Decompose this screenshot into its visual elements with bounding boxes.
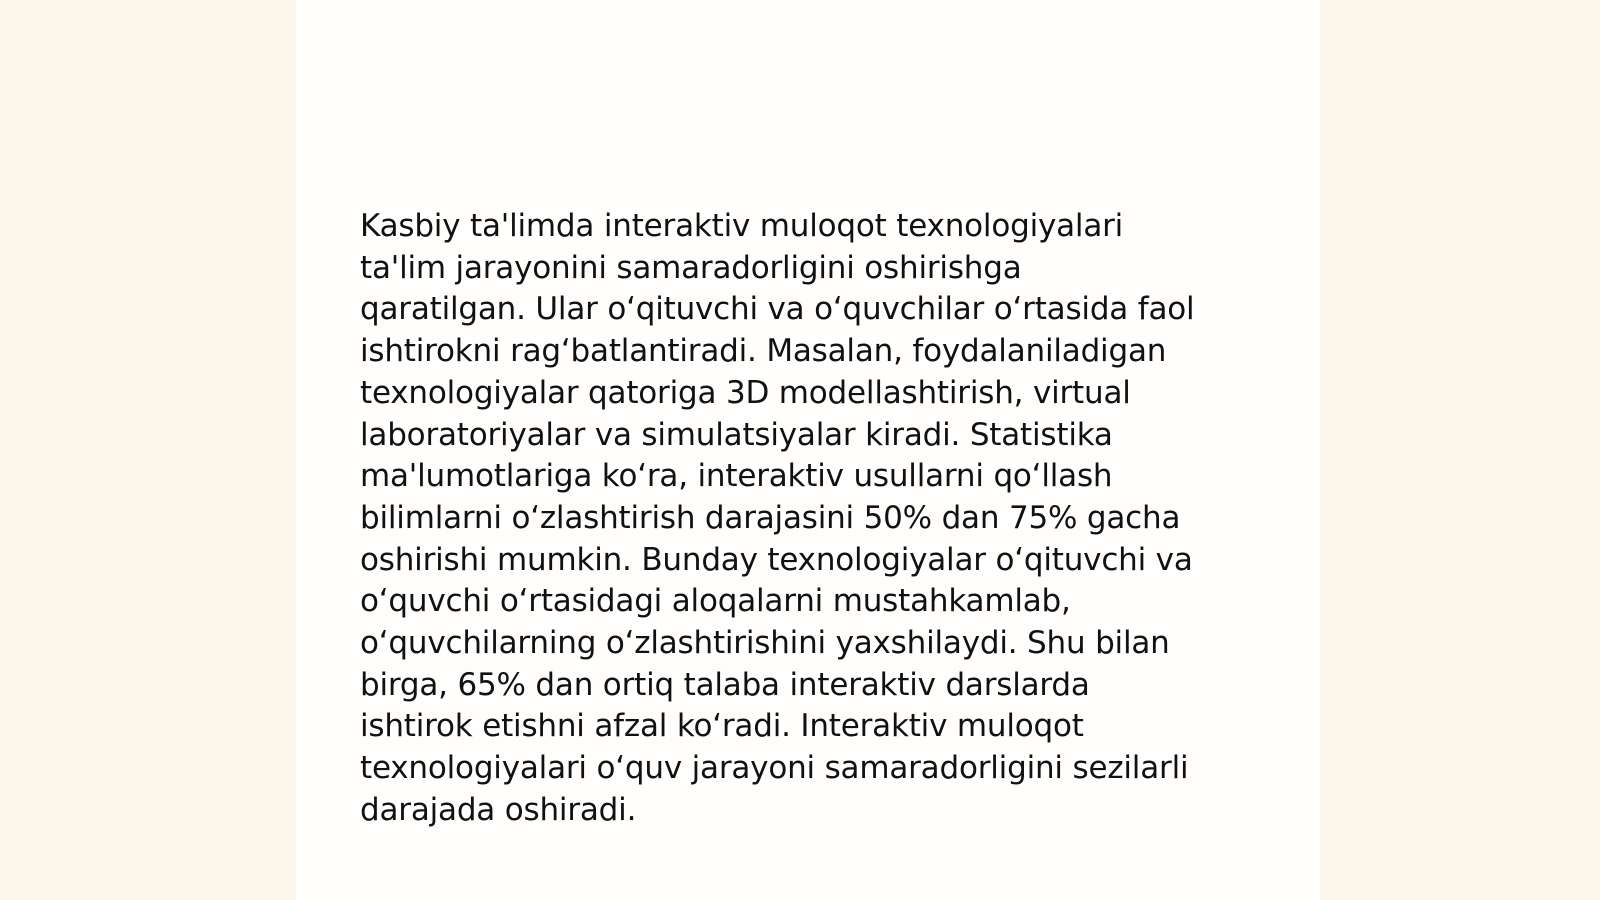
paragraph-line: oʻquvchilarning oʻzlashtirishini yaxshilaydi. Shu bilan [360, 625, 1170, 662]
paragraph-line: texnologiyalar qatoriga 3D modellashtirish, virtual [360, 374, 1131, 411]
paragraph-line: ta'lim jarayonini samaradorligini oshirishga [360, 249, 1022, 286]
paragraph-line: ma'lumotlariga koʻra, interaktiv usullarni qoʻllash [360, 458, 1113, 495]
body-paragraph [360, 206, 1260, 832]
paragraph-line: ishtirokni ragʻbatlantiradi. Masalan, foydalaniladigan [360, 333, 1167, 370]
paragraph-line: birga, 65% dan ortiq talaba interaktiv darslarda [360, 666, 1090, 703]
paragraph-line: bilimlarni oʻzlashtirish darajasini 50% dan 75% gacha [360, 499, 1181, 536]
paragraph-line: oʻquvchi oʻrtasidagi aloqalarni mustahkamlab, [360, 583, 1071, 620]
paragraph-line: laboratoriyalar va simulatsiyalar kiradi. Statistika [360, 416, 1113, 453]
paragraph-line: Kasbiy ta'limda interaktiv muloqot texnologiyalari [360, 208, 1124, 244]
paragraph-line: darajada oshiradi. [360, 791, 637, 828]
paragraph-line: ishtirok etishni afzal koʻradi. Interaktiv muloqot [360, 708, 1084, 745]
paragraph-line: qaratilgan. Ular oʻqituvchi va oʻquvchilar oʻrtasida faol [360, 291, 1195, 328]
paragraph-line: texnologiyalari oʻquv jarayoni samaradorligini sezilarli [360, 750, 1189, 787]
document-page [296, 0, 1320, 900]
paragraph-line: oshirishi mumkin. Bunday texnologiyalar oʻqituvchi va [360, 541, 1193, 578]
